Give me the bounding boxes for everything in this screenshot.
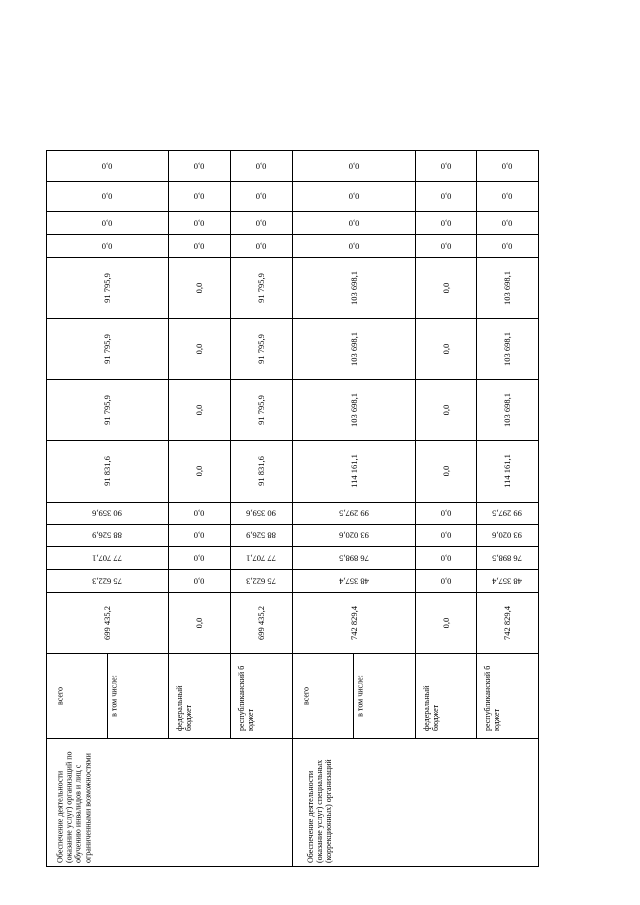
table-cell-value: 88 526,9: [92, 530, 122, 541]
table-cell-value: 0,0: [193, 617, 204, 628]
table-rule: [46, 440, 538, 441]
table-cell-value: 99 297,5: [492, 508, 522, 519]
table-cell-value: 0,0: [440, 617, 451, 628]
table-cell-value: 0,0: [501, 160, 513, 171]
table-cell-value: 0,0: [193, 160, 205, 171]
table-rule: [292, 738, 538, 739]
table-cell-value: 0,0: [440, 191, 451, 202]
table-rule: [46, 379, 538, 380]
table-cell-value: 91 795,9: [101, 272, 112, 303]
table-cell-value: 0,0: [440, 160, 451, 171]
table-cell-value: 90 359,6: [246, 508, 276, 519]
table-cell-value: 114 161,1: [501, 454, 512, 488]
table-cell-value: 48 357,4: [338, 575, 369, 586]
table-rule: [476, 150, 477, 738]
table-cell-value: 93 020,6: [338, 530, 369, 541]
table-cell-value: 91 795,9: [101, 333, 112, 364]
table-cell-value: 699 435,2: [255, 605, 266, 640]
table-cell-value: 0,0: [440, 552, 451, 563]
table-rule: [46, 181, 538, 182]
table-rule: [46, 738, 292, 739]
table-rule: [46, 653, 538, 654]
table-cell-value: 0,0: [440, 508, 451, 519]
row-label-federal: федеральный бюджет: [421, 685, 440, 731]
table-cell-value: 0,0: [501, 217, 513, 228]
table-cell-value: 0,0: [255, 160, 267, 171]
table-cell-value: 99 297,5: [338, 508, 369, 519]
row-label-total: всего: [301, 686, 311, 706]
table-cell-value: 103 698,1: [348, 270, 359, 305]
table-cell-value: 91 795,9: [255, 272, 266, 303]
table-cell-value: 103 698,1: [348, 392, 359, 427]
table-cell-value: 0,0: [193, 552, 205, 563]
row-label-republic: республиканский бюджет: [482, 665, 501, 731]
table-cell-value: 0,0: [440, 217, 451, 228]
row-label-total: всего: [55, 686, 65, 706]
table-cell-value: 0,0: [440, 343, 451, 354]
table-cell-value: 93 020,6: [492, 530, 522, 541]
table-rule: [168, 150, 169, 738]
table-cell-value: 91 795,9: [101, 394, 112, 425]
table-cell-value: 75 622,3: [246, 575, 276, 586]
block-description: Обеспечение деятельности (оказание услуг) специальных (коррекционных) организаций: [306, 759, 334, 863]
table-cell-value: 0,0: [348, 160, 359, 171]
table-cell-value: 742 829,4: [348, 605, 359, 640]
table-cell-value: 0,0: [440, 282, 451, 293]
table-cell-value: 0,0: [193, 404, 204, 415]
row-label-subheading: в том числе:: [109, 675, 119, 717]
table-cell-value: 0,0: [101, 191, 113, 202]
table-cell-value: 91 795,9: [255, 333, 266, 364]
table-rule: [538, 150, 539, 866]
table-cell-value: 75 622,3: [92, 575, 122, 586]
table-cell-value: 103 698,1: [501, 392, 512, 427]
table-rule: [46, 592, 538, 593]
table-rule: [46, 318, 538, 319]
table-cell-value: 0,0: [193, 465, 204, 477]
table-cell-value: 91 831,6: [255, 456, 266, 486]
table-rule: [353, 653, 354, 738]
table-rule: [46, 866, 539, 867]
table-cell-value: 0,0: [193, 508, 205, 519]
table-cell-value: 114 161,1: [348, 454, 359, 488]
table-cell-value: 0,0: [101, 160, 113, 171]
table-rule: [46, 502, 538, 503]
table-cell-value: 0,0: [193, 240, 205, 251]
table-cell-value: 0,0: [501, 240, 513, 251]
table-cell-value: 76 898,5: [338, 552, 369, 563]
table-cell-value: 0,0: [255, 191, 267, 202]
table-cell-value: 103 698,1: [501, 331, 512, 366]
table-rule: [46, 569, 538, 570]
table-cell-value: 0,0: [348, 191, 359, 202]
table-cell-value: 91 831,6: [101, 456, 112, 486]
table-cell-value: 0,0: [255, 240, 267, 251]
table-rule: [46, 257, 538, 258]
table-cell-value: 699 435,2: [101, 605, 112, 640]
table-cell-value: 90 359,6: [92, 508, 122, 519]
table-cell-value: 0,0: [440, 575, 451, 586]
table-cell-value: 0,0: [440, 240, 451, 251]
row-label-federal: федеральный бюджет: [174, 685, 193, 731]
table-cell-value: 91 795,9: [255, 394, 266, 425]
table-cell-value: 103 698,1: [348, 331, 359, 366]
table-rule: [46, 234, 538, 235]
table-rule: [46, 211, 538, 212]
table-cell-value: 0,0: [440, 404, 451, 415]
table-cell-value: 77 707,1: [246, 552, 276, 563]
table-cell-value: 0,0: [193, 530, 205, 541]
table-cell-value: 88 526,9: [246, 530, 276, 541]
table-cell-value: 0,0: [348, 240, 359, 251]
table-cell-value: 77 707,1: [92, 552, 122, 563]
table-rule: [415, 150, 416, 738]
block-description: Обеспечение деятельности (оказание услуг) организаций по обучению инвалидов и лиц с ограниченными возможностями: [55, 751, 93, 863]
table-cell-value: 0,0: [440, 465, 451, 477]
table-cell-value: 0,0: [101, 240, 113, 251]
table-cell-value: 48 357,4: [492, 575, 522, 586]
row-label-republic: республиканский бюджет: [236, 665, 255, 731]
table-cell-value: 76 898,5: [492, 552, 522, 563]
row-label-subheading: в том числе:: [355, 675, 365, 717]
table-cell-value: 0,0: [348, 217, 359, 228]
table-cell-value: 103 698,1: [501, 270, 512, 305]
table-rule: [46, 546, 538, 547]
table-cell-value: 0,0: [440, 530, 451, 541]
table-cell-value: 0,0: [193, 343, 204, 354]
table-cell-value: 0,0: [193, 282, 204, 293]
table-cell-value: 0,0: [501, 191, 513, 202]
table-cell-value: 0,0: [193, 217, 205, 228]
table-rule: [230, 150, 231, 738]
table-rule: [107, 653, 108, 738]
table-cell-value: 0,0: [255, 217, 267, 228]
table-cell-value: 0,0: [193, 575, 205, 586]
table-cell-value: 0,0: [193, 191, 205, 202]
table-rule: [46, 524, 538, 525]
table-cell-value: 0,0: [101, 217, 113, 228]
table-cell-value: 742 829,4: [501, 605, 512, 640]
